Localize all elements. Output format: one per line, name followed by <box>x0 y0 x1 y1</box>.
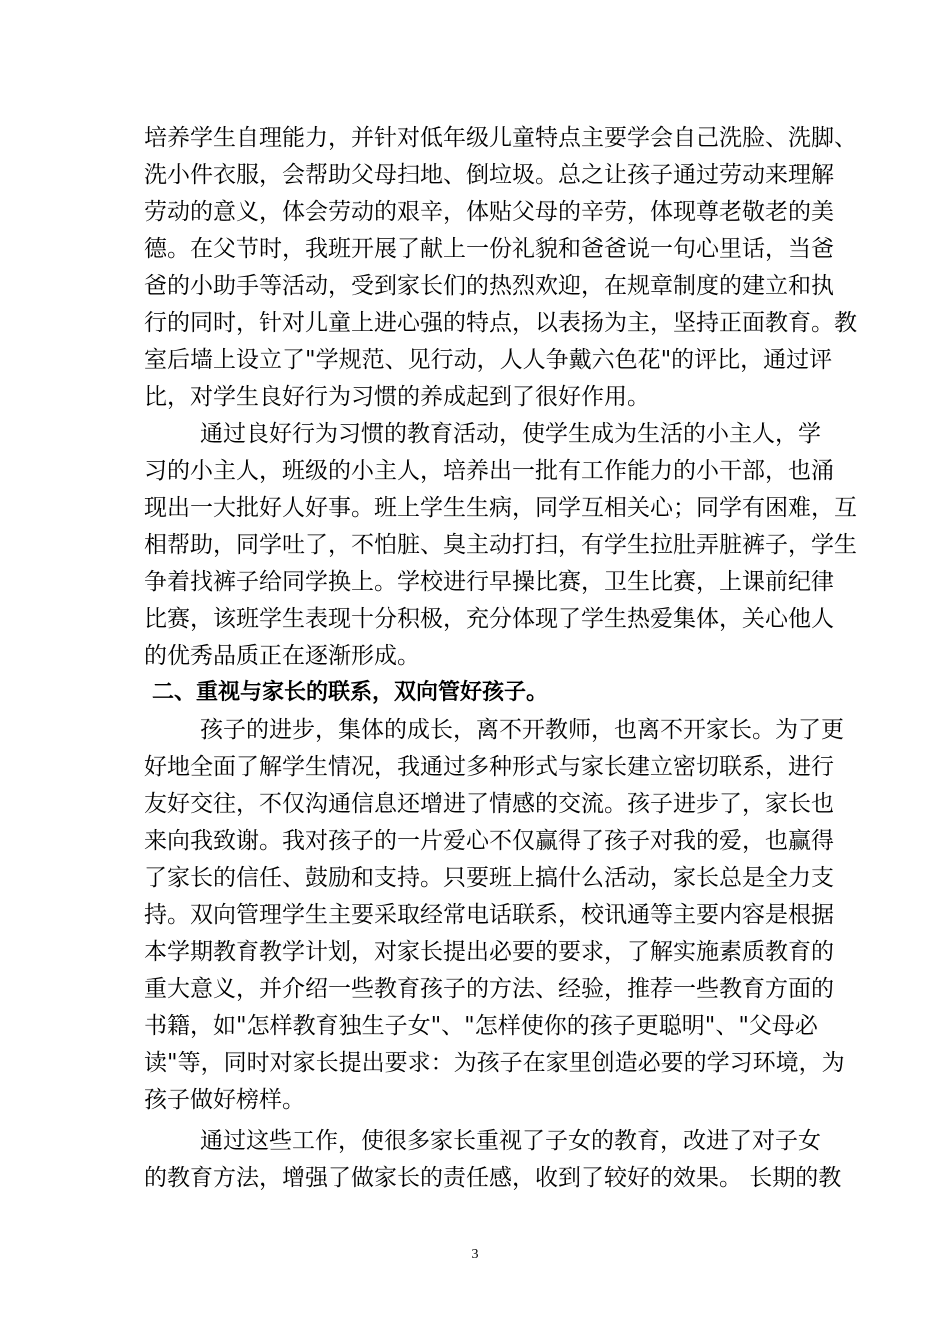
body-text-line: 的教育方法，增强了做家长的责任感，收到了较好的效果。 长期的教 <box>144 1165 842 1191</box>
body-text-line: 洗小件衣服，会帮助父母扫地、倒垃圾。总之让孩子通过劳动来理解 <box>144 162 834 188</box>
body-text-line: 比赛，该班学生表现十分积极，充分体现了学生热爱集体，关心他人 <box>144 606 834 632</box>
body-text-line: 本学期教育教学计划，对家长提出必要的要求，了解实施素质教育的 <box>144 939 834 965</box>
body-text-line: 现出一大批好人好事。班上学生生病，同学互相关心；同学有困难，互 <box>144 495 857 521</box>
body-text-line: 了家长的信任、鼓励和支持。只要班上搞什么活动，家长总是全力支 <box>144 865 834 891</box>
body-text-line: 相帮助，同学吐了，不怕脏、臭主动打扫，有学生拉肚弄脏裤子，学生 <box>144 532 857 558</box>
body-text-line: 好地全面了解学生情况，我通过多种形式与家长建立密切联系，进行 <box>144 754 834 780</box>
body-text-line: 来向我致谢。我对孩子的一片爱心不仅赢得了孩子对我的爱，也赢得 <box>144 828 834 854</box>
body-text-line: 行的同时，针对儿童上进心强的特点，以表扬为主，坚持正面教育。教 <box>144 310 857 336</box>
body-text-line: 培养学生自理能力，并针对低年级儿童特点主要学会自己洗脸、洗脚、 <box>144 125 857 151</box>
body-text-line: 德。在父节时，我班开展了献上一份礼貌和爸爸说一句心里话，当爸 <box>144 236 834 262</box>
body-text-line: 习的小主人，班级的小主人，培养出一批有工作能力的小干部，也涌 <box>144 458 834 484</box>
body-text-line: 劳动的意义，体会劳动的艰辛，体贴父母的辛劳，体现尊老敬老的美 <box>144 199 834 225</box>
body-text-line: 书籍，如"怎样教育独生子女"、"怎样使你的孩子更聪明"、"父母必 <box>144 1013 818 1039</box>
body-text-line: 孩子的进步，集体的成长，离不开教师，也离不开家长。为了更 <box>200 717 844 743</box>
section-heading: 二、重视与家长的联系，双向管好孩子。 <box>152 680 549 705</box>
body-text-line: 室后墙上设立了"学规范、见行动，人人争戴六色花"的评比，通过评 <box>144 347 833 373</box>
body-text-line: 通过这些工作，使很多家长重视了子女的教育，改进了对子女 <box>200 1128 821 1154</box>
body-text-line: 友好交往，不仅沟通信息还增进了情感的交流。孩子进步了，家长也 <box>144 791 834 817</box>
body-text-line: 读"等，同时对家长提出要求：为孩子在家里创造必要的学习环境，为 <box>144 1050 845 1076</box>
body-text-line: 通过良好行为习惯的教育活动，使学生成为生活的小主人，学 <box>200 421 821 447</box>
page-number: 3 <box>471 1247 479 1262</box>
body-text-line: 孩子做好榜样。 <box>144 1087 305 1113</box>
body-text-line: 爸的小助手等活动，受到家长们的热烈欢迎，在规章制度的建立和执 <box>144 273 834 299</box>
body-text-line: 持。双向管理学生主要采取经常电话联系，校讯通等主要内容是根据 <box>144 902 834 928</box>
body-text-line: 的优秀品质正在逐渐形成。 <box>144 643 420 669</box>
body-text-line: 争着找裤子给同学换上。学校进行早操比赛，卫生比赛，上课前纪律 <box>144 569 834 595</box>
body-text-line: 比，对学生良好行为习惯的养成起到了很好作用。 <box>144 384 650 410</box>
body-text-line: 重大意义，并介绍一些教育孩子的方法、经验，推荐一些教育方面的 <box>144 976 834 1002</box>
